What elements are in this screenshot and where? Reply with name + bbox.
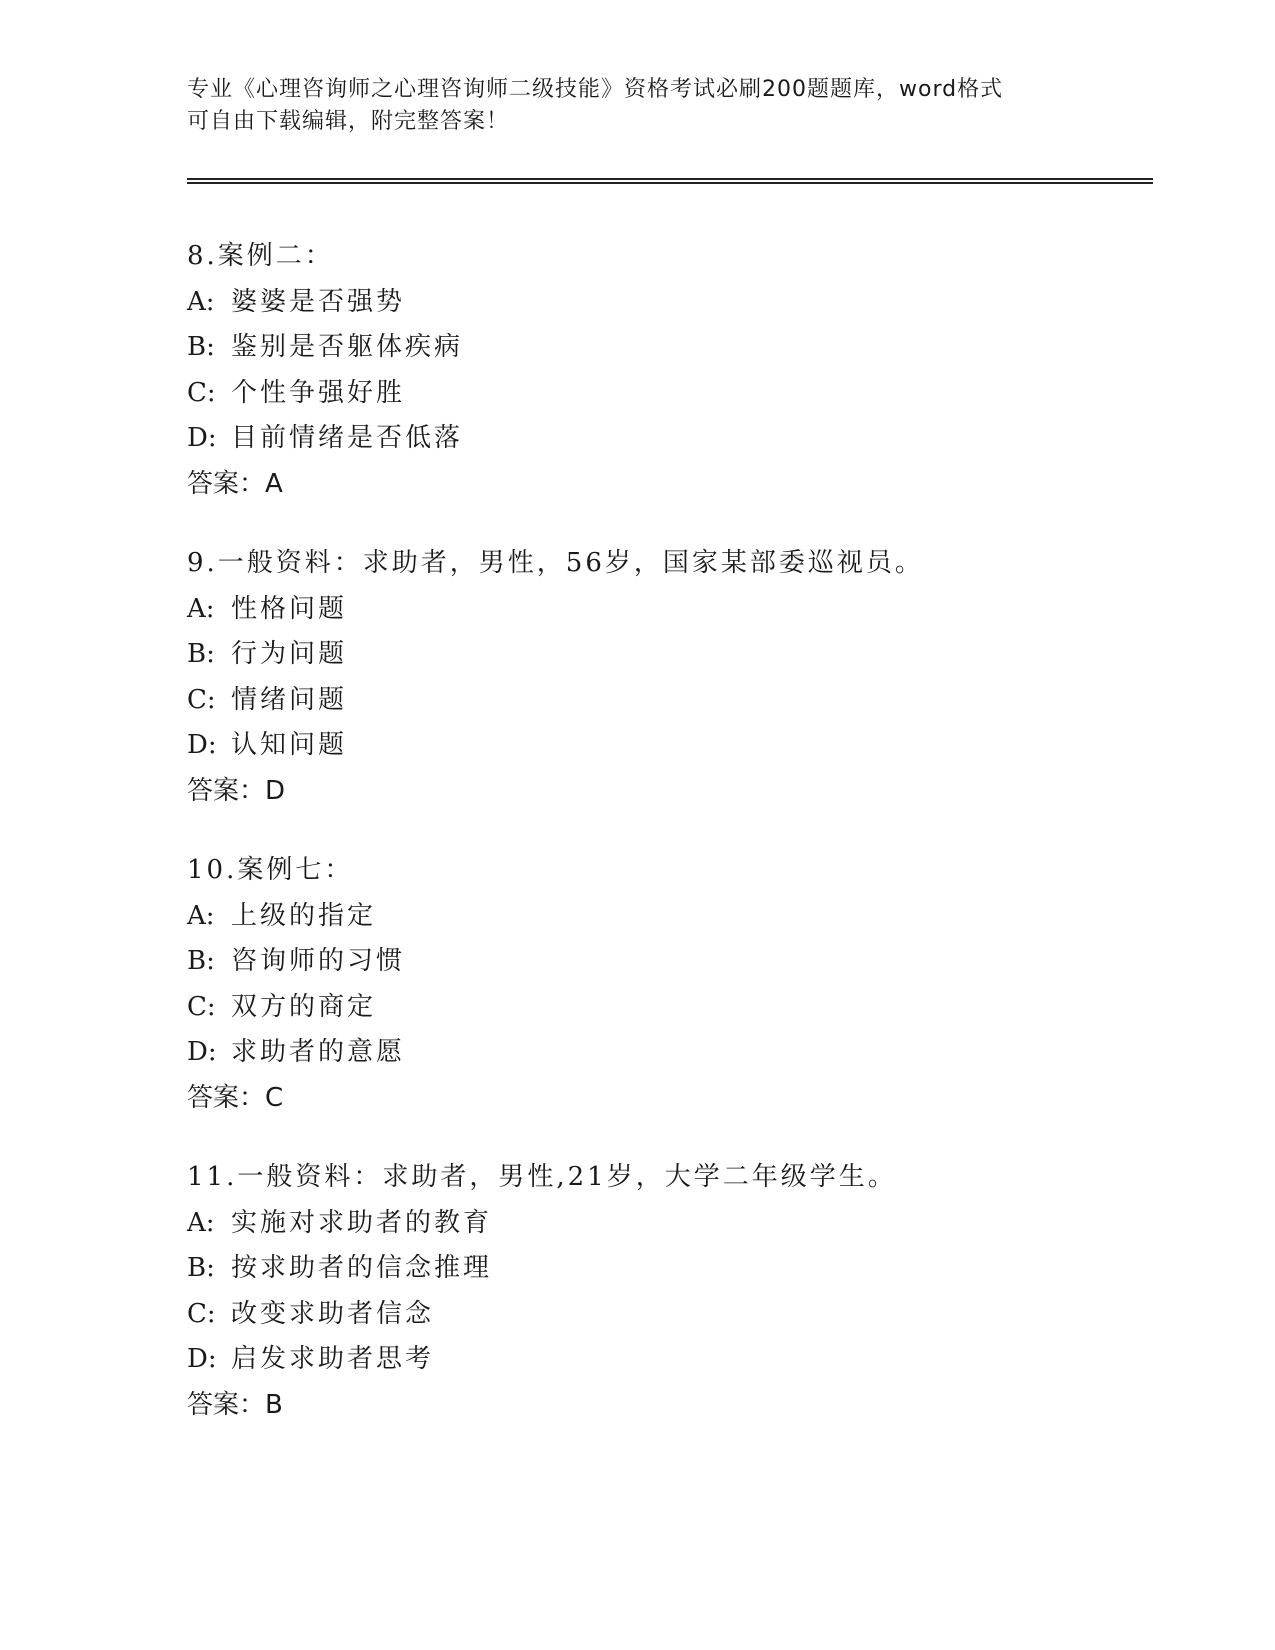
answer: 答案：A — [187, 468, 283, 499]
question-8 — [187, 234, 1137, 507]
option-text: 情绪问题 — [231, 684, 348, 715]
document-header — [187, 74, 1087, 138]
option-key: A: — [187, 1207, 215, 1238]
question-9 — [187, 541, 1137, 814]
question-11 — [187, 1155, 1137, 1428]
option-key: B: — [187, 1253, 215, 1283]
option-b — [187, 939, 1137, 985]
option-key: A: — [187, 900, 215, 931]
option-b — [187, 325, 1137, 371]
option-key: D: — [187, 730, 217, 760]
answer: 答案：C — [187, 1082, 284, 1113]
option-text: 实施对求助者的教育 — [231, 1207, 493, 1238]
option-key: B: — [187, 639, 215, 669]
option-c — [187, 1292, 1137, 1338]
option-text: 性格问题 — [231, 593, 348, 624]
option-d — [187, 1030, 1137, 1076]
option-text: 双方的商定 — [231, 991, 377, 1022]
option-text: 个性争强好胜 — [231, 377, 406, 408]
option-text: 鉴别是否躯体疾病 — [231, 332, 464, 362]
option-text: 按求助者的信念推理 — [231, 1253, 493, 1283]
option-b — [187, 1246, 1137, 1292]
option-key: C: — [187, 684, 216, 715]
option-key: A: — [187, 593, 215, 624]
answer: 答案：B — [187, 1389, 283, 1420]
option-key: C: — [187, 991, 216, 1022]
question-stem: 11.一般资料：求助者，男性,21岁，大学二年级学生。 — [187, 1162, 897, 1192]
header-divider — [187, 178, 1153, 184]
option-text: 上级的指定 — [231, 900, 377, 931]
option-b — [187, 632, 1137, 678]
option-a — [187, 280, 1137, 326]
option-key: D: — [187, 1037, 217, 1067]
option-a — [187, 587, 1137, 633]
option-d — [187, 723, 1137, 769]
option-text: 婆婆是否强势 — [231, 286, 406, 317]
option-c — [187, 985, 1137, 1031]
option-key: A: — [187, 286, 215, 317]
option-key: C: — [187, 1298, 216, 1329]
option-text: 改变求助者信念 — [231, 1298, 435, 1329]
option-key: D: — [187, 423, 217, 453]
option-key: D: — [187, 1344, 217, 1374]
option-key: B: — [187, 332, 215, 362]
question-stem: 10.案例七： — [187, 855, 354, 885]
option-c — [187, 678, 1137, 724]
option-d — [187, 1337, 1137, 1383]
option-a — [187, 1201, 1137, 1247]
answer: 答案：D — [187, 775, 286, 806]
question-list — [187, 234, 1137, 1462]
option-text: 行为问题 — [231, 639, 348, 669]
option-text: 咨询师的习惯 — [231, 946, 406, 976]
option-c — [187, 371, 1137, 417]
question-stem: 9.一般资料：求助者，男性，56岁，国家某部委巡视员。 — [187, 548, 924, 578]
question-10 — [187, 848, 1137, 1121]
question-stem: 8.案例二： — [187, 241, 334, 271]
option-d — [187, 416, 1137, 462]
option-key: B: — [187, 946, 215, 976]
option-key: C: — [187, 377, 216, 408]
header-line-2: 可自由下载编辑，附完整答案！ — [187, 109, 510, 134]
option-text: 启发求助者思考 — [231, 1344, 435, 1374]
option-text: 认知问题 — [231, 730, 348, 760]
header-line-1: 专业《心理咨询师之心理咨询师二级技能》资格考试必刷200题题库，word格式 — [187, 77, 1004, 102]
option-a — [187, 894, 1137, 940]
option-text: 目前情绪是否低落 — [231, 423, 464, 453]
option-text: 求助者的意愿 — [231, 1037, 406, 1067]
